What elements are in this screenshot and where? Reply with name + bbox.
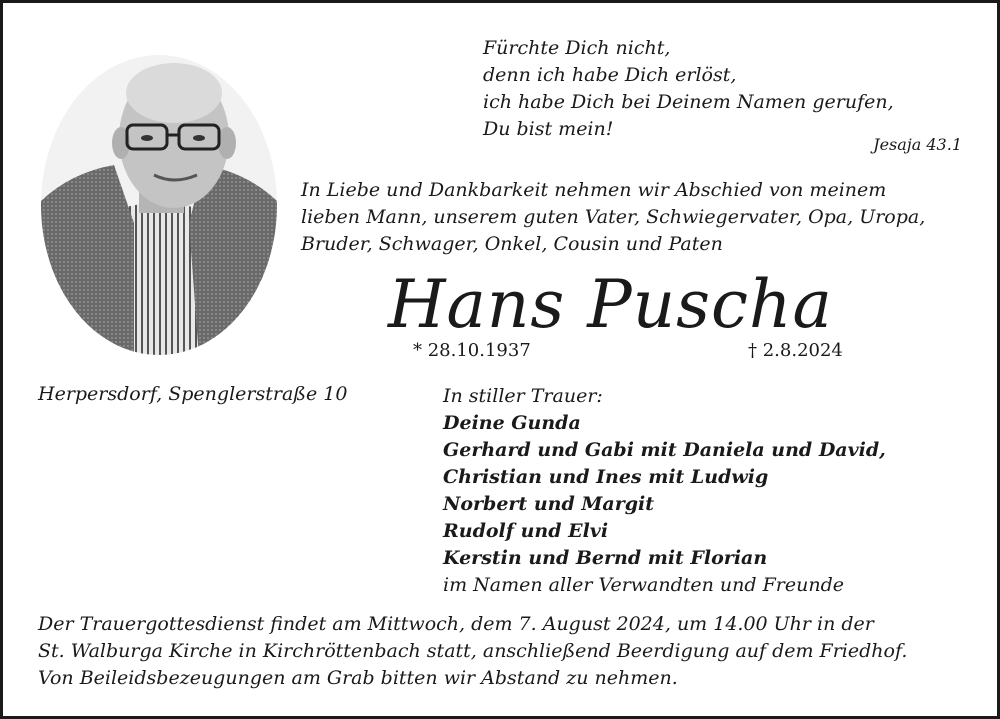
verse-line: denn ich habe Dich erlöst, <box>483 64 737 86</box>
address: Herpersdorf, Spenglerstraße 10 <box>38 383 348 405</box>
service-line: St. Walburga Kirche in Kirchröttenbach statt, anschließend Beerdigung auf dem Friedhof. <box>38 640 908 662</box>
mourner-family: Rudolf und Elvi <box>443 520 609 542</box>
mourner-family: Deine Gunda <box>443 412 581 434</box>
verse-line: Du bist mein! <box>483 118 614 140</box>
intro-line: In Liebe und Dankbarkeit nehmen wir Abschied von meinem <box>301 179 887 201</box>
mourners-heading: In stiller Trauer: <box>443 385 603 407</box>
mourners-list <box>443 383 983 599</box>
funeral-service-info <box>38 611 978 692</box>
verse-line: Fürchte Dich nicht, <box>483 37 671 59</box>
verse-line: ich habe Dich bei Deinem Namen gerufen, <box>483 91 894 113</box>
mourner-family: Norbert und Margit <box>443 493 654 515</box>
intro-line: lieben Mann, unserem guten Vater, Schwiegervater, Opa, Uropa, <box>301 206 926 228</box>
farewell-intro <box>301 177 981 258</box>
verse-reference: Jesaja 43.1 <box>873 135 962 154</box>
death-date: † 2.8.2024 <box>748 340 843 361</box>
service-line: Von Beileidsbezeugungen am Grab bitten wir Abstand zu nehmen. <box>38 667 678 689</box>
intro-line: Bruder, Schwager, Onkel, Cousin und Paten <box>301 233 723 255</box>
deceased-name: Hans Puscha <box>388 266 833 343</box>
mourner-family: Kerstin und Bernd mit Florian <box>443 547 768 569</box>
birth-date: * 28.10.1937 <box>413 340 531 361</box>
service-line: Der Trauergottesdienst findet am Mittwoch, dem 7. August 2024, um 14.00 Uhr in der <box>38 613 874 635</box>
portrait-photo <box>39 53 279 358</box>
mourner-family: Christian und Ines mit Ludwig <box>443 466 769 488</box>
mourner-family: Gerhard und Gabi mit Daniela und David, <box>443 439 886 461</box>
bible-verse <box>483 35 963 143</box>
mourners-footer: im Namen aller Verwandten und Freunde <box>443 574 844 596</box>
